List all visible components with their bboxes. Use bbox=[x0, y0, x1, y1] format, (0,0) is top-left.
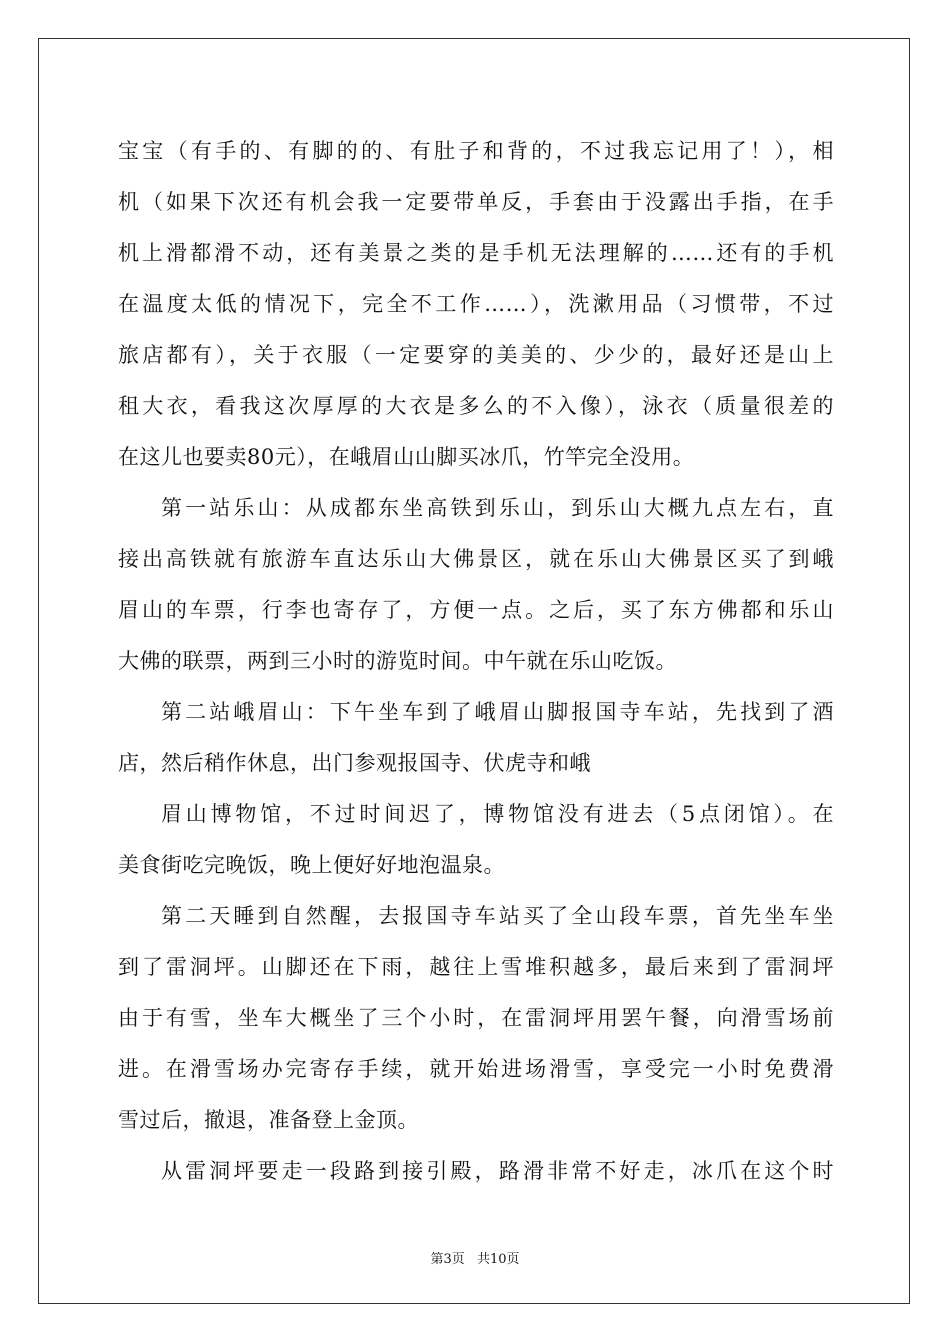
page-total: 共10页 bbox=[476, 1252, 520, 1267]
text-line: 机（如果下次还有机会我一定要带单反，手套由于没露出手指，在手 bbox=[118, 190, 834, 214]
text-line: 第一站乐山：从成都东坐高铁到乐山，到乐山大概九点左右，直 bbox=[161, 496, 834, 520]
text-line: 第二站峨眉山：下午坐车到了峨眉山脚报国寺车站，先找到了酒 bbox=[161, 700, 834, 724]
text-line: 租大衣，看我这次厚厚的大衣是多么的不入像），泳衣（质量很差的 bbox=[118, 394, 834, 418]
text-line: 雪过后，撤退，准备登上金顶。 bbox=[118, 1108, 419, 1132]
text-line: 美食街吃完晚饭，晚上便好好地泡温泉。 bbox=[118, 853, 505, 877]
page-footer bbox=[0, 1248, 950, 1267]
text-line: 由于有雪，坐车大概坐了三个小时，在雷洞坪用罢午餐，向滑雪场前 bbox=[118, 1006, 834, 1030]
text-line: 大佛的联票，两到三小时的游览时间。中午就在乐山吃饭。 bbox=[118, 649, 677, 673]
text-line: 到了雷洞坪。山脚还在下雨，越往上雪堆积越多，最后来到了雷洞坪 bbox=[118, 955, 834, 979]
text-line: 从雷洞坪要走一段路到接引殿，路滑非常不好走，冰爪在这个时 bbox=[161, 1159, 834, 1183]
text-line: 在这儿也要卖80元），在峨眉山山脚买冰爪，竹竿完全没用。 bbox=[118, 445, 695, 469]
text-line: 旅店都有），关于衣服（一定要穿的美美的、少少的，最好还是山上 bbox=[118, 343, 834, 367]
document-body bbox=[118, 126, 834, 1197]
page-number: 第3页 bbox=[430, 1252, 465, 1267]
text-line: 第二天睡到自然醒，去报国寺车站买了全山段车票，首先坐车坐 bbox=[161, 904, 834, 928]
text-line: 机上滑都滑不动，还有美景之类的是手机无法理解的……还有的手机 bbox=[118, 241, 834, 265]
text-line: 店，然后稍作休息，出门参观报国寺、伏虎寺和峨 bbox=[118, 751, 591, 775]
text-line: 接出高铁就有旅游车直达乐山大佛景区，就在乐山大佛景区买了到峨 bbox=[118, 547, 834, 571]
text-line: 在温度太低的情况下，完全不工作……），洗漱用品（习惯带，不过 bbox=[118, 292, 834, 316]
text-line: 眉山的车票，行李也寄存了，方便一点。之后，买了东方佛都和乐山 bbox=[118, 598, 834, 622]
text-line: 眉山博物馆，不过时间迟了，博物馆没有进去（5点闭馆）。在 bbox=[161, 802, 834, 826]
text-line: 宝宝（有手的、有脚的的、有肚子和背的，不过我忘记用了！），相 bbox=[118, 139, 834, 163]
text-line: 进。在滑雪场办完寄存手续，就开始进场滑雪，享受完一小时免费滑 bbox=[118, 1057, 834, 1081]
